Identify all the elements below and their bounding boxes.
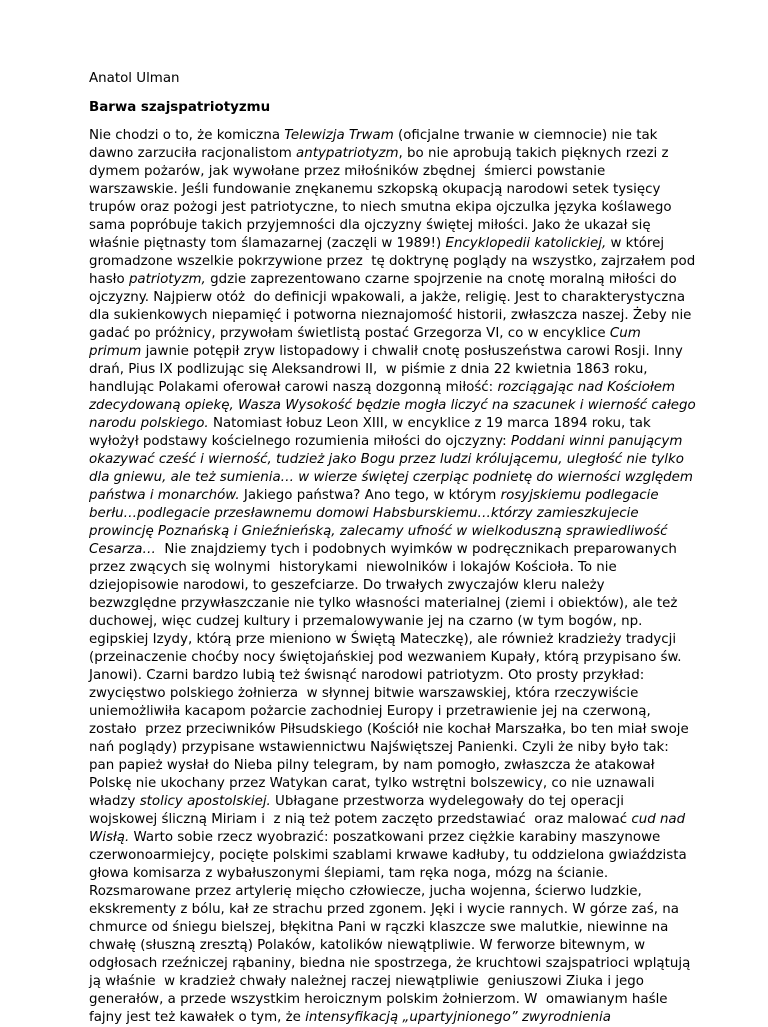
text-run: przez zwących się wolnymi historykami niewolników i lokajów Kościoła. To nie (89, 560, 617, 575)
body-line (89, 973, 709, 991)
text-run: ekskrementy z bólu, kał ze strachu przed zgonem. Jęki i wycie rannych. W górze zaś, na (89, 902, 679, 917)
italic-text-run: Wisłą. (89, 830, 130, 845)
body-line (89, 865, 709, 883)
body-line (89, 253, 709, 271)
text-run: Warto sobie rzecz wyobrazić: poszatkowani przez ciężkie karabiny maszynowe (129, 830, 661, 845)
text-run: Ubłagane przestworza wydelegowały do tej operacji (270, 794, 624, 809)
text-run: , bo nie aprobują takich pięknych rzezi z (398, 146, 669, 161)
italic-text-run: Encyklopedii katolickiej, (445, 236, 607, 251)
text-run: hasło (89, 272, 129, 287)
body-line (89, 721, 709, 739)
text-run: wyłożył podstawy kościelnego rozumienia miłości do ojczyzny: (89, 434, 511, 449)
body-line (89, 235, 709, 253)
italic-text-run: okazywać cześć i wierność, tudzież jako Bogu przez ludzi królującemu, uległość nie tylko (89, 452, 684, 467)
text-run: drań, Pius IX podlizując się Aleksandrowi II, w piśmie z dnia 22 kwietnia 1863 roku, (89, 362, 648, 377)
body-line (89, 181, 709, 199)
body-line (89, 793, 709, 811)
text-run: gadać po próżnicy, przywołam świetlistą postać Grzegorza VI, co w encyklice (89, 326, 610, 341)
body-line (89, 955, 709, 973)
body-line (89, 361, 709, 379)
text-run: odgłosach rzeźniczej rąbaniny, biedna nie spostrzega, że kruchtowi szajspatrioci wplątują (89, 956, 691, 971)
body-line (89, 505, 709, 523)
body-line (89, 775, 709, 793)
text-run: chmurce od śniegu bielszej, błękitna Pani w rączki klaszcze swe malutkie, niewinne na (89, 920, 669, 935)
italic-text-run: państwa i monarchów. (89, 488, 240, 503)
text-run: egipskiej Izydy, którą prze mieniono w Świętą Mateczkę), ale również kradzieży tradycji (89, 632, 677, 647)
text-run: (oficjalne trwanie w ciemnocie) nie tak (393, 128, 658, 143)
text-run: ojczyzny. Najpierw otóż do definicji wpakowali, a jakże, religię. Jest to charakterystyczna (89, 290, 686, 305)
text-run: warszawskie. Jeśli fundowanie znękanemu szkopską okupacją narodowi setek tysięcy (89, 182, 661, 197)
text-run: Janowi). Czarni bardzo lubią też świsnąć narodowi patriotyzm. Oto prosty przykład: (89, 668, 645, 683)
body-line (89, 415, 709, 433)
body-line (89, 757, 709, 775)
italic-text-run: narodu polskiego. (89, 416, 209, 431)
body-line (89, 325, 709, 343)
body-line (89, 199, 709, 217)
text-run: nań poglądy) przypisane wstawiennictwu Najświętszej Panienki. Czyli że niby było tak: (89, 740, 669, 755)
body-line (89, 127, 709, 145)
body-line (89, 883, 709, 901)
body-line (89, 649, 709, 667)
text-run: jawnie potępił zryw listopadowy i chwalił cnotę posłuszeństwa carowi Rosji. Inny (141, 344, 683, 359)
body-line (89, 523, 709, 541)
italic-text-run: prowincję Poznańską i Gnieźnieńską, zalecamy ufność w wielkoduszną sprawiedliwość (89, 524, 668, 539)
italic-text-run: cud nad (631, 812, 686, 827)
text-run: sama popróbuje takich przyjemności dla ojczyzny świętej miłości. Jako że ukazał się (89, 218, 651, 233)
italic-text-run: Telewizja Trwam (284, 128, 394, 143)
article-title: Barwa szajspatriotyzmu (89, 100, 271, 115)
italic-text-run: Cum (609, 326, 641, 341)
text-run: czerwonoarmiejcy, pocięte polskimi szablami krwawe kadłuby, tu oddzielona gwiaździsta (89, 848, 687, 863)
body-line (89, 631, 709, 649)
text-run: ją właśnie w kradzież chwały należnej raczej niewątpliwie geniuszowi Ziuka i jego (89, 974, 644, 989)
text-run: pan papież wysłał do Nieba pilny telegram, by nam pomogło, zwłaszcza że atakował (89, 758, 655, 773)
body-line (89, 163, 709, 181)
text-run: gdzie zaprezentowano czarne spojrzenie na cnotę moralną miłości do (205, 272, 677, 287)
italic-text-run: Cesarza… (89, 542, 156, 557)
body-line (89, 811, 709, 829)
text-run: Natomiast łobuz Leon XIII, w encyklice z 19 marca 1894 roku, tak (208, 416, 651, 431)
text-run: dziejopisowie narodowi, to geszefciarze. Do trwałych zwyczajów kleru należy (89, 578, 605, 593)
text-run: handlując Polakami oferował carowi naszą dozgonną miłość: (89, 380, 498, 395)
body-line (89, 307, 709, 325)
text-run: Polskę nie ukochany przez Watykan carat, tylko wstrętni bolszewicy, co nie uznawali (89, 776, 655, 791)
text-run: bezwzględne przywłaszczanie nie tylko własności materialnej (ziemi i obiektów), ale też (89, 596, 678, 611)
text-run: zostało przez przeciwników Piłsudskiego (Kościół nie kochał Marszałka, bo ten miał swoje (89, 722, 689, 737)
text-run: fajny jest też kawałek o tym, że (89, 1010, 306, 1025)
body-line (89, 613, 709, 631)
text-run: dawno zarzuciła racjonalistom (89, 146, 297, 161)
body-line (89, 847, 709, 865)
italic-text-run: intensyfikacją „upartyjnionego” zwyrodnienia (305, 1010, 611, 1025)
italic-text-run: rosyjskiemu podlegacie (500, 488, 659, 503)
text-run: dymem pożarów, jak wywołane przez miłośników zbędnej śmierci powstanie (89, 164, 606, 179)
body-line (89, 397, 709, 415)
italic-text-run: zdecydowaną opiekę, Wasza Wysokość będzie mogła liczyć na szacunek i wierność całego (89, 398, 696, 413)
text-run: zwycięstwo polskiego żołnierza w słynnej bitwie warszawskiej, która rzeczywiście (89, 686, 639, 701)
italic-text-run: primum (89, 344, 142, 359)
body-line (89, 937, 709, 955)
text-run: Rozsmarowane przez artylerię mięcho człowiecze, jucha wojenna, ścierwo ludzkie, (89, 884, 642, 899)
text-run: chwałę (słuszną zresztą) Polaków, katolików niewątpliwie. W ferworze bitewnym, w (89, 938, 646, 953)
body-line (89, 703, 709, 721)
text-run: trupów oraz pożogi jest patriotyczne, to niech smutna ekipa ojczulka języka koślawego (89, 200, 672, 215)
italic-text-run: rozciągając nad Kościołem (497, 380, 676, 395)
text-run: uniemożliwiła kacapom pożarcie zachodniej Europy i przetrawienie jej na czerwoną, (89, 704, 651, 719)
text-run: głowa komisarza z wybałuszonymi ślepiami, tam ręka noga, mózg na ścianie. (89, 866, 609, 881)
document-page (89, 69, 709, 1027)
body-line (89, 739, 709, 757)
body-line (89, 343, 709, 361)
text-run: gromadzone wszelkie pokrzywione przez tę doktrynę poglądy na wszystko, zajrzałem pod (89, 254, 696, 269)
body-line (89, 217, 709, 235)
body-line (89, 1009, 709, 1027)
body-line (89, 289, 709, 307)
italic-text-run: stolicy apostolskiej. (139, 794, 271, 809)
text-run: wojskowej śliczną Miriam i z nią też potem zaczęto przedstawiać oraz malować (89, 812, 632, 827)
italic-text-run: antypatriotyzm (296, 146, 399, 161)
body-line (89, 469, 709, 487)
text-run: Nie chodzi o to, że komiczna (89, 128, 285, 143)
body-line (89, 559, 709, 577)
body-line (89, 595, 709, 613)
text-run: (przeinaczenie choćby nocy świętojańskiej pod wezwaniem Kupały, którą przypisano św. (89, 650, 682, 665)
italic-text-run: berłu…podlegacie przesławnemu domowi Habsburskiemu…którzy zamieszkujecie (89, 506, 639, 521)
text-run: właśnie piętnasty tom ślamazarnej (zaczęli w 1989!) (89, 236, 446, 251)
text-run: duchowej, więc cudzej kultury i przemalowywanie jej na czarno (w tym bogów, np. (89, 614, 643, 629)
text-run: w której (606, 236, 665, 251)
body-line (89, 379, 709, 397)
body-line (89, 919, 709, 937)
italic-text-run: Poddani winni panującym (510, 434, 683, 449)
author-name: Anatol Ulman (89, 71, 180, 86)
body-line (89, 451, 709, 469)
body-line (89, 901, 709, 919)
text-run: dla sukienkowych niepamięć i potworna nieznajomość historii, zwłaszcza naszej. Żeby nie (89, 308, 692, 323)
italic-text-run: dla gniewu, ale też sumienia… w wierze świętej czerpiąc podnietę do wierności względem (89, 470, 693, 485)
body-line (89, 271, 709, 289)
italic-text-run: patriotyzm, (128, 272, 206, 287)
body-line (89, 667, 709, 685)
text-run: Jakiego państwa? Ano tego, w którym (239, 488, 501, 503)
body-line (89, 487, 709, 505)
text-run: generałów, a przede wszystkim heroicznym polskim żołnierzom. W omawianym haśle (89, 992, 668, 1007)
body-line (89, 541, 709, 559)
text-run: Nie znajdziemy tych i podobnych wyimków w podręcznikach preparowanych (155, 542, 677, 557)
body-line (89, 829, 709, 847)
body-line (89, 685, 709, 703)
body-line (89, 433, 709, 451)
body-line (89, 145, 709, 163)
text-run: władzy (89, 794, 140, 809)
article-body (89, 127, 709, 1027)
body-line (89, 577, 709, 595)
